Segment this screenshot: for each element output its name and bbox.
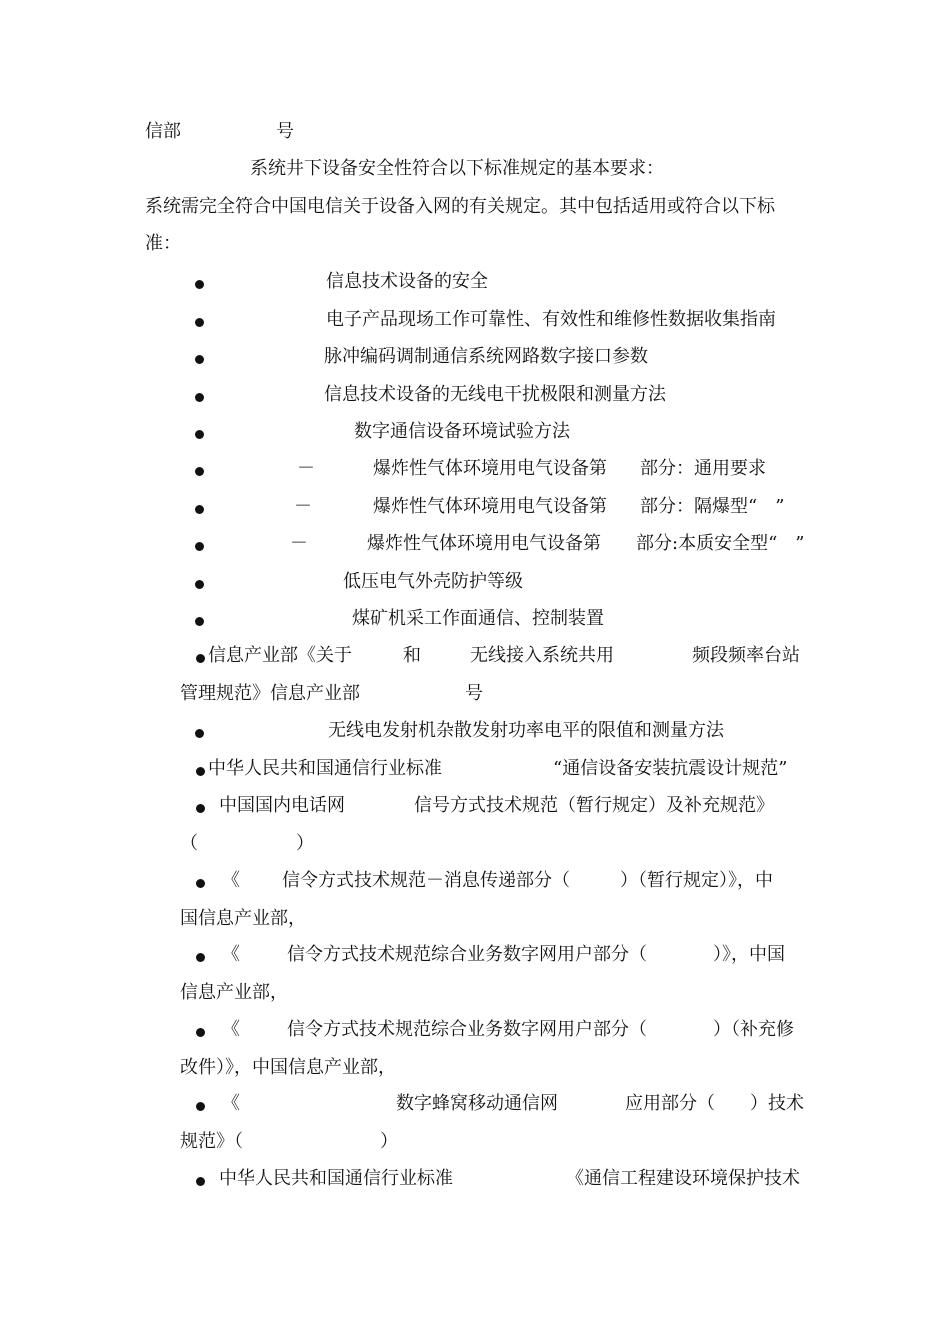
intro-line: 系统井下设备安全性符合以下标准规定的基本要求：	[250, 158, 664, 179]
standard-item-continued: 规范》（	[180, 1131, 243, 1152]
dash: －	[290, 533, 308, 554]
standard-item-part: 部分：隔爆型“ ”	[640, 496, 785, 517]
standard-item-part: 数字蜂窝移动通信网	[396, 1093, 558, 1114]
bullet-icon	[196, 654, 205, 663]
standard-item: 信息产业部《关于	[208, 645, 352, 666]
bullet-icon	[196, 804, 205, 813]
bullet-icon	[195, 430, 204, 439]
standard-item-part: 部分:本质安全型“ ”	[636, 533, 805, 554]
bullet-icon	[195, 505, 204, 514]
bullet-icon	[196, 1177, 205, 1186]
standard-item-part: 信号方式技术规范（暂行规定）及补充规范》	[414, 795, 774, 816]
standard-item: 中华人民共和国通信行业标准	[208, 758, 442, 779]
standard-item: 爆炸性气体环境用电气设备第	[367, 533, 601, 554]
standard-item: 脉冲编码调制通信系统网路数字接口参数	[324, 346, 648, 367]
standard-item: 爆炸性气体环境用电气设备第	[373, 458, 607, 479]
bullet-icon	[195, 280, 204, 289]
bullet-icon	[195, 729, 204, 738]
standard-item-part: ）	[296, 833, 314, 854]
bullet-icon	[196, 1028, 205, 1037]
standard-item-part: 信令方式技术规范综合业务数字网用户部分（	[287, 1019, 647, 1040]
standard-item: 数字通信设备环境试验方法	[354, 421, 570, 442]
standard-item-part: 应用部分（	[625, 1093, 715, 1114]
standard-item-part: 部分：通用要求	[640, 458, 766, 479]
standard-item-part: ）（暂行规定）》，中	[620, 870, 773, 891]
bullet-icon	[196, 1102, 205, 1111]
bullet-icon	[196, 767, 205, 776]
standard-item-continued: 管理规范》信息产业部	[180, 683, 360, 704]
bullet-icon	[195, 393, 204, 402]
standard-item: 中华人民共和国通信行业标准	[219, 1168, 453, 1189]
standard-item: 低压电气外壳防护等级	[343, 571, 523, 592]
standard-item-part: 信令方式技术规范－消息传递部分（	[282, 870, 570, 891]
bullet-icon	[196, 879, 205, 888]
paragraph-line-1: 系统需完全符合中国电信关于设备入网的有关规定。其中包括适用或符合以下标	[145, 196, 775, 217]
standard-item: 爆炸性气体环境用电气设备第	[373, 496, 607, 517]
dash: －	[297, 458, 315, 479]
doc-number-prefix: 信部	[145, 121, 181, 142]
standard-item: 信息技术设备的安全	[326, 271, 488, 292]
standard-item: 《	[222, 870, 240, 891]
standard-item: 《	[222, 1019, 240, 1040]
standard-item-part: ）技术	[750, 1093, 804, 1114]
bullet-icon	[195, 580, 204, 589]
bullet-icon	[195, 318, 204, 327]
bullet-icon	[195, 467, 204, 476]
standard-item-part: ）（补充修	[713, 1019, 794, 1040]
standard-item-continued: 改件）》，中国信息产业部，	[180, 1057, 396, 1078]
paragraph-line-2: 准：	[145, 233, 181, 254]
standard-item-continued: （	[180, 833, 198, 854]
bullet-icon	[195, 542, 204, 551]
bullet-icon	[196, 953, 205, 962]
standard-item-continued: 国信息产业部，	[180, 908, 306, 929]
bullet-icon	[195, 355, 204, 364]
standard-item: 《	[222, 1093, 240, 1114]
standard-item: 电子产品现场工作可靠性、有效性和维修性数据收集指南	[326, 309, 776, 330]
doc-number-suffix: 号	[276, 121, 294, 142]
standard-item-part: 无线接入系统共用	[470, 645, 614, 666]
standard-item-part: ）》，中国	[713, 944, 785, 965]
standard-item-part: “通信设备安装抗震设计规范”	[553, 758, 788, 779]
standard-item: 无线电发射机杂散发射功率电平的限值和测量方法	[328, 720, 724, 741]
standard-item: 中国国内电话网	[219, 795, 345, 816]
standard-item-part: 《通信工程建设环境保护技术	[566, 1168, 800, 1189]
standard-item-part: 和	[403, 645, 421, 666]
bullet-icon	[195, 617, 204, 626]
standard-item-part: 号	[465, 683, 483, 704]
standard-item-part: 频段频率台站	[692, 645, 800, 666]
standard-item-continued: 信息产业部，	[180, 982, 288, 1003]
standard-item: 《	[222, 944, 240, 965]
standard-item-part: ）	[380, 1131, 398, 1152]
standard-item: 信息技术设备的无线电干扰极限和测量方法	[324, 384, 666, 405]
standard-item: 煤矿机采工作面通信、控制装置	[352, 608, 604, 629]
standard-item-part: 信令方式技术规范综合业务数字网用户部分（	[287, 944, 647, 965]
dash: －	[294, 496, 312, 517]
